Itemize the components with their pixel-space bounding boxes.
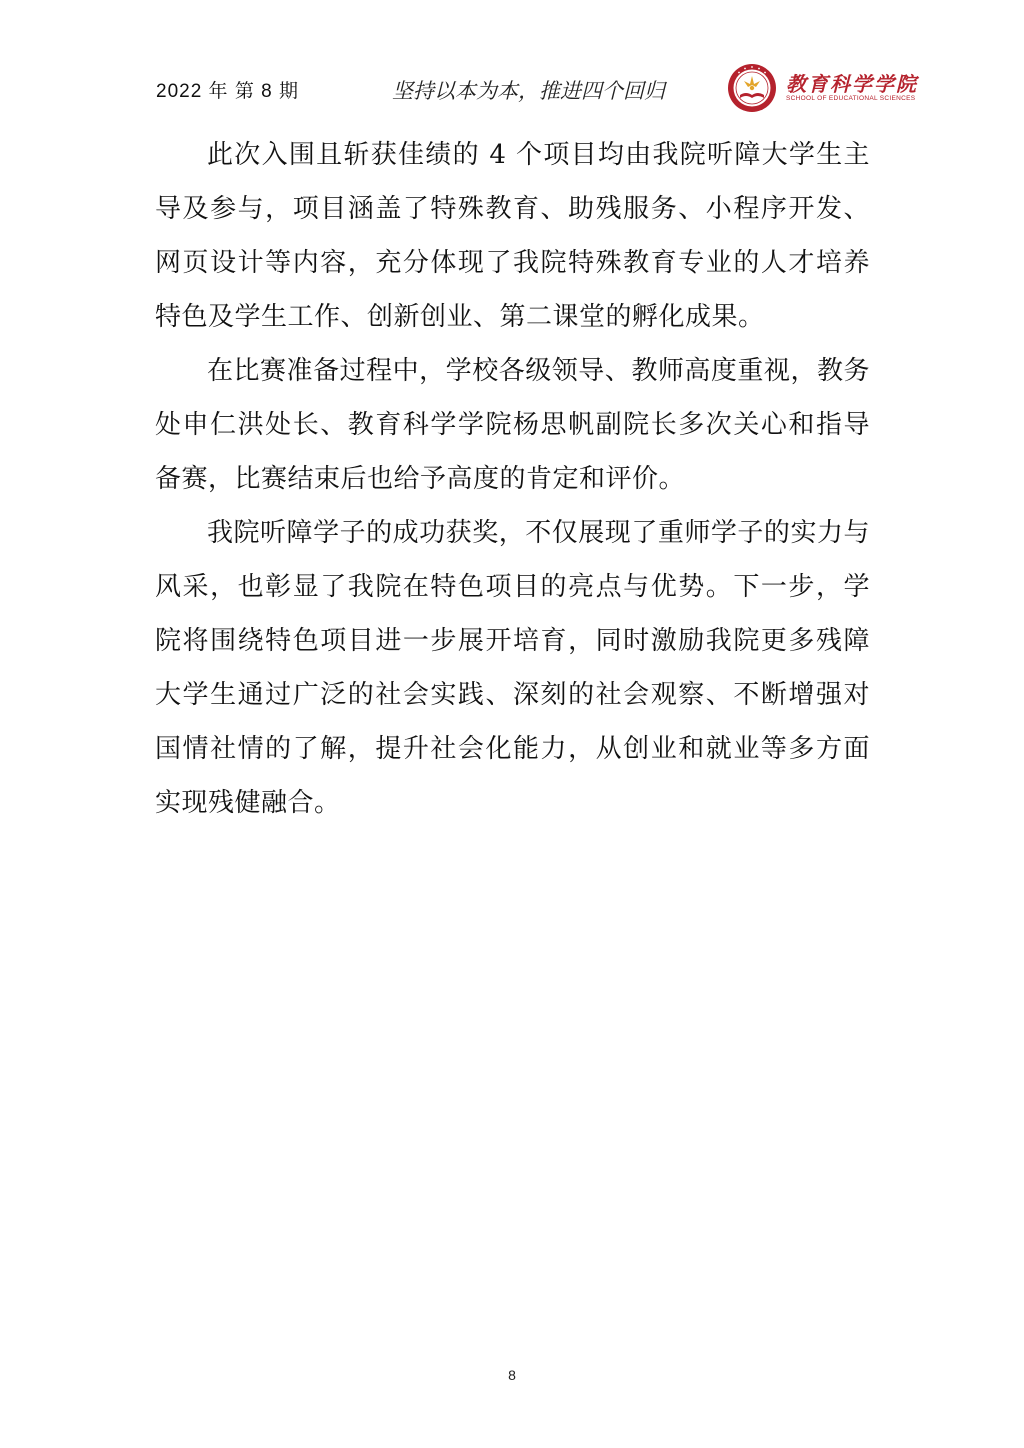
paragraph: 在比赛准备过程中，学校各级领导、教师高度重视，教务处申仁洪处长、教育科学学院杨思帆副院长多次关心和指导备赛，比赛结束后也给予高度的肯定和评价。 (155, 356, 870, 494)
logo-school-name: 教育科学学院 (786, 72, 918, 96)
school-logo (726, 62, 918, 116)
page-header (0, 0, 1024, 120)
header-motto: 坚持以本为本，推进四个回归 (392, 79, 665, 103)
logo-school-subtitle: SCHOOL OF EDUCATIONAL SCIENCES (786, 95, 916, 102)
page-number: 8 (508, 1367, 516, 1383)
school-seal-icon (726, 62, 778, 114)
paragraph: 此次入围且斩获佳绩的 4 个项目均由我院听障大学生主导及参与，项目涵盖了特殊教育、助残服务、小程序开发、网页设计等内容，充分体现了我院特殊教育专业的人才培养特色及学生工作、创新创业、第二课堂的孵化成果。 (155, 140, 870, 332)
issue-label: 2022 年 第 8 期 (156, 81, 299, 102)
article-body (155, 128, 870, 830)
paragraph: 我院听障学子的成功获奖，不仅展现了重师学子的实力与风采，也彰显了我院在特色项目的亮点与优势。下一步，学院将围绕特色项目进一步展开培育，同时激励我院更多残障大学生通过广泛的社会实践、深刻的社会观察、不断增强对国情社情的了解，提升社会化能力，从创业和就业等多方面实现残健融合。 (155, 518, 870, 818)
